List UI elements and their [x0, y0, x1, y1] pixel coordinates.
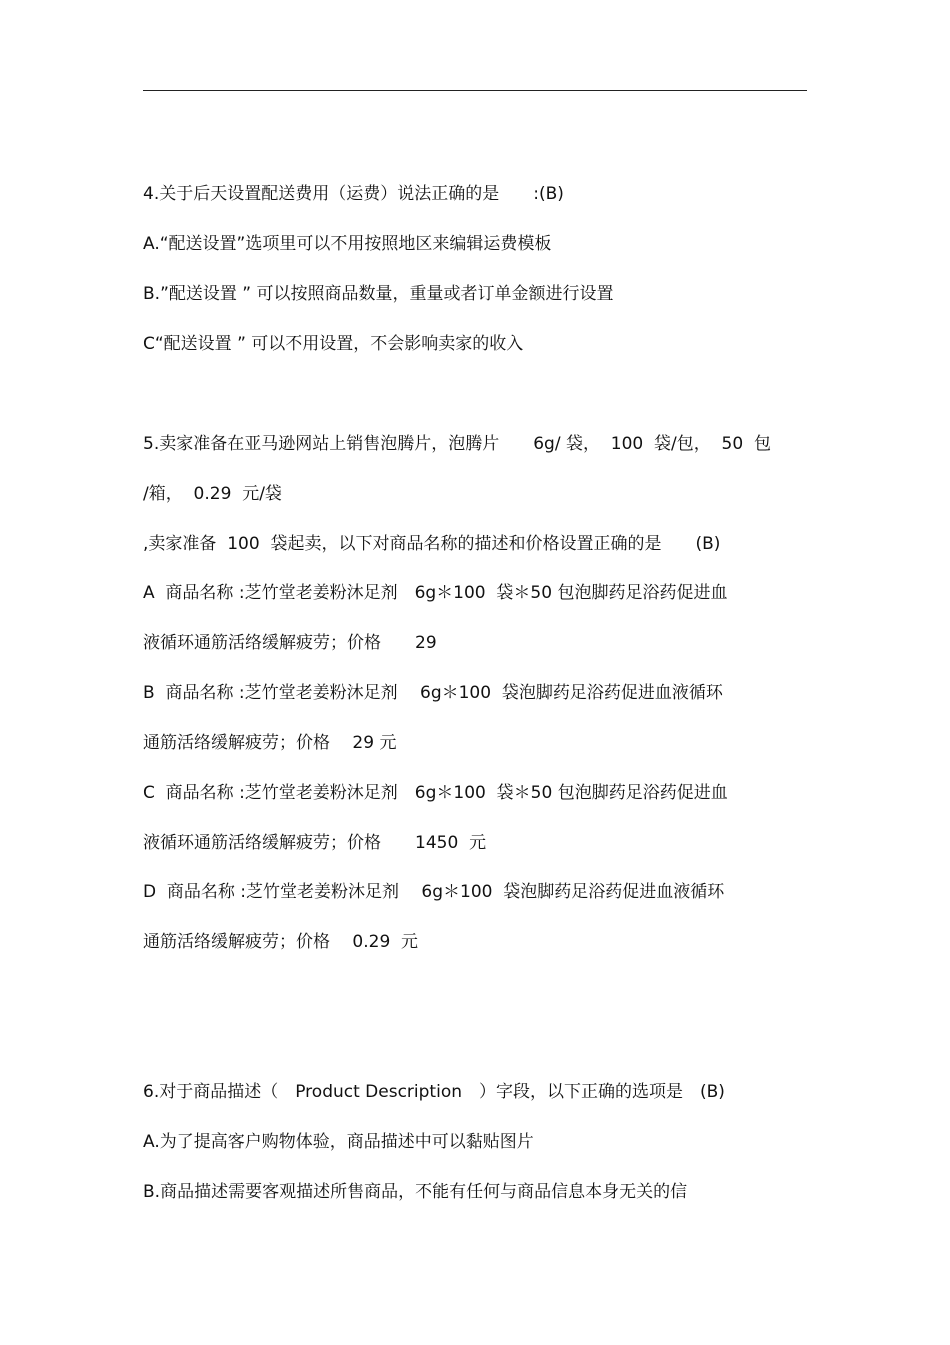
q4-option-c: C“配送设置 ” 可以不用设置，不会影响卖家的收入 [143, 334, 524, 354]
q5-question-line1: 5.卖家准备在亚马逊网站上销售泡腾片，泡腾片 6g/ 袋， 100 袋/包， 50 包 [143, 434, 771, 454]
top-divider [143, 90, 807, 91]
q5-option-a-line1: A 商品名称 :芝竹堂老姜粉沐足剂 6g＊100 袋＊50 包泡脚药足浴药促进血 [143, 583, 728, 603]
q5-option-b-line2: 通筋活络缓解疲劳；价格 29 元 [143, 733, 397, 753]
q5-option-c-line1: C 商品名称 :芝竹堂老姜粉沐足剂 6g＊100 袋＊50 包泡脚药足浴药促进血 [143, 783, 728, 803]
q6-question: 6.对于商品描述（ Product Description ）字段，以下正确的选项是 (B) [143, 1082, 725, 1102]
q4-option-a: A.“配送设置”选项里可以不用按照地区来编辑运费模板 [143, 234, 552, 254]
q5-question-line2: /箱， 0.29 元/袋 [143, 484, 282, 504]
q4-option-b: B.”配送设置 ” 可以按照商品数量，重量或者订单金额进行设置 [143, 284, 614, 304]
q6-option-a: A.为了提高客户购物体验，商品描述中可以黏贴图片 [143, 1132, 534, 1152]
q4-question: 4.关于后天设置配送费用（运费）说法正确的是 :(B) [143, 184, 564, 204]
q5-option-d-line2: 通筋活络缓解疲劳；价格 0.29 元 [143, 932, 419, 952]
q5-question-line3: ,卖家准备 100 袋起卖，以下对商品名称的描述和价格设置正确的是 (B) [143, 534, 721, 554]
q5-option-b-line1: B 商品名称 :芝竹堂老姜粉沐足剂 6g＊100 袋泡脚药足浴药促进血液循环 [143, 683, 723, 703]
q5-option-d-line1: D 商品名称 :芝竹堂老姜粉沐足剂 6g＊100 袋泡脚药足浴药促进血液循环 [143, 882, 725, 902]
q5-option-c-line2: 液循环通筋活络缓解疲劳；价格 1450 元 [143, 833, 487, 853]
q6-option-b: B.商品描述需要客观描述所售商品，不能有任何与商品信息本身无关的信 [143, 1182, 688, 1202]
q5-option-a-line2: 液循环通筋活络缓解疲劳；价格 29 [143, 633, 437, 653]
